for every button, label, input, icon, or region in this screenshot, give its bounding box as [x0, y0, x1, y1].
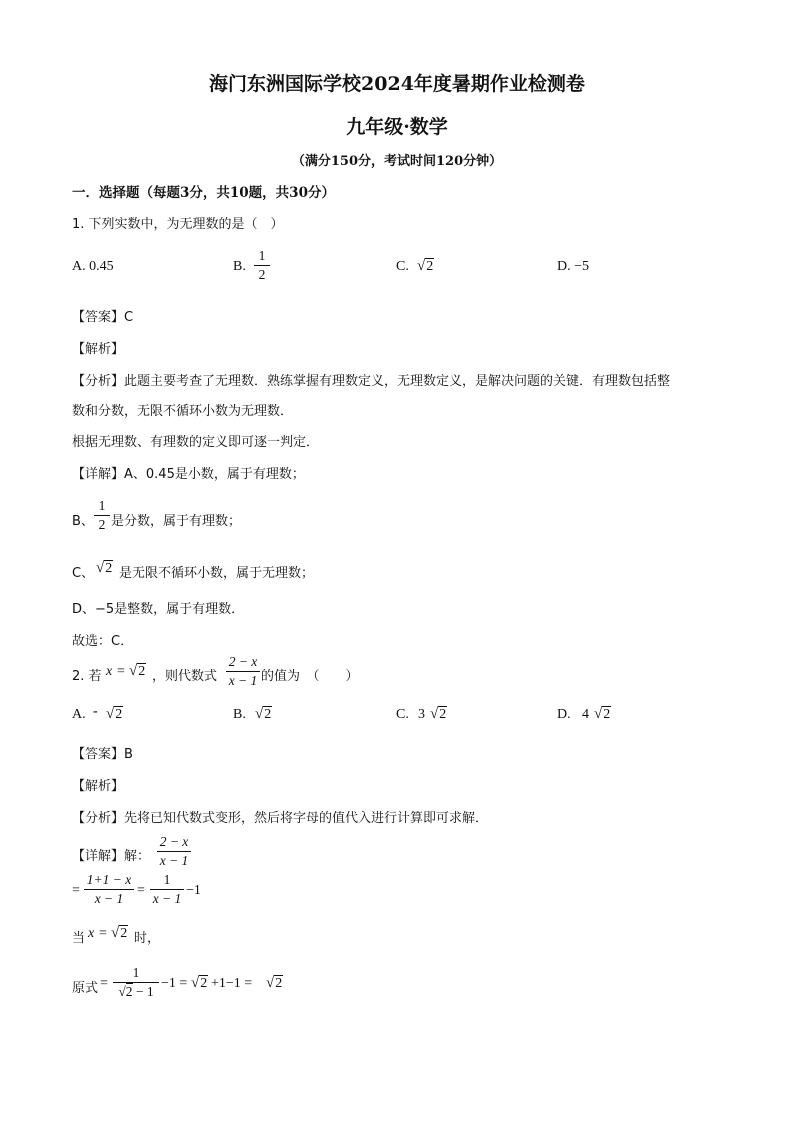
q1-option-b-label: B.	[233, 259, 246, 274]
q2-when-equals: =	[99, 926, 107, 941]
q1-detail-c-prefix: C、	[72, 566, 95, 581]
q1-option-b-fraction: 1 2	[254, 248, 270, 283]
q2-analysis-line: 【分析】先将已知代数式变形，然后将字母的值代入进行计算即可求解．	[72, 811, 489, 826]
q2-detail-head: 【详解】解：	[72, 849, 151, 864]
q1-analysis-head: 【解析】	[72, 342, 125, 357]
q2-when-prefix: 当	[72, 931, 86, 946]
q2-stem-equals: =	[117, 664, 125, 679]
q2-option-d-sqrt: √2	[594, 706, 611, 722]
q2-when-suffix: 时，	[134, 931, 161, 946]
q2-stem-fraction: 2 − x x − 1	[226, 654, 260, 689]
q2-stem-variable: x	[106, 664, 113, 679]
q2-final-sqrt: √2	[191, 975, 208, 991]
q2-option-a-sign: -	[93, 704, 98, 719]
exam-subtitle: 九年级·数学	[346, 116, 448, 138]
q1-detail-b-prefix: B、	[72, 514, 94, 529]
q1-detail-d: D、−5是整数，属于有理数．	[72, 602, 245, 617]
exam-title: 海门东洲国际学校2024年度暑期作业检测卷	[209, 73, 585, 95]
q1-analysis-line: 根据无理数、有理数的定义即可逐一判定．	[72, 435, 320, 450]
q2-option-a-label: A.	[72, 707, 86, 722]
q1-option-d: D. −5	[557, 259, 590, 274]
q1-detail-a: 【详解】A、0.45是小数，属于有理数；	[72, 467, 305, 482]
section-heading: 一．选择题（每题3分，共10题，共30分）	[72, 185, 335, 201]
q2-stem-suffix: 的值为 （ ）	[261, 669, 359, 684]
q2-option-d-label: D.	[557, 707, 571, 722]
q2-option-a-sqrt: √2	[106, 706, 123, 722]
q2-step1-tail: −1	[186, 883, 201, 898]
q2-option-c-label: C.	[396, 707, 409, 722]
q1-detail-c-sqrt: √2	[96, 560, 113, 576]
q1-option-a: A. 0.45	[72, 259, 114, 274]
score-note: （满分150分，考试时间120分钟）	[291, 154, 503, 169]
q2-final-result-sqrt: √2	[266, 975, 283, 991]
q1-stem: 1. 下列实数中，为无理数的是（ ）	[72, 217, 284, 232]
q2-final-equals: =	[100, 976, 108, 991]
q2-step1-equals: =	[72, 883, 80, 898]
q2-step1-fraction-2: 1 x − 1	[150, 872, 184, 907]
q1-option-c-label: C.	[396, 259, 409, 274]
q1-choose: 故选：C．	[72, 634, 134, 649]
q2-stem-mid: ，则代数式	[152, 669, 218, 684]
q1-answer: 【答案】C	[72, 310, 134, 325]
q2-option-d-coef: 4	[582, 707, 589, 722]
q2-analysis-head: 【解析】	[72, 779, 125, 794]
q2-when-variable: x	[88, 926, 95, 941]
q1-option-c-sqrt: √2	[417, 258, 434, 274]
q2-final-tail: −1 =	[161, 976, 188, 991]
q2-final-mid: +1−1 =	[211, 976, 253, 991]
q2-step1-equals-2: =	[137, 883, 145, 898]
q1-detail-b-text: 是分数，属于有理数；	[111, 514, 242, 529]
q2-option-c-sqrt: √2	[430, 706, 447, 722]
q2-final-fraction: 1 √2 − 1	[113, 965, 159, 1000]
q2-answer: 【答案】B	[72, 747, 133, 762]
q2-option-b-label: B.	[233, 707, 246, 722]
q2-detail-fraction: 2 − x x − 1	[157, 834, 191, 869]
q2-step1-fraction: 1+1 − x x − 1	[84, 872, 134, 907]
q2-final-label: 原式	[72, 981, 99, 996]
q2-stem-prefix: 2. 若	[72, 669, 102, 684]
q2-when-sqrt: √2	[111, 925, 128, 941]
q2-stem-sqrt: √2	[129, 663, 146, 679]
q1-analysis-line: 数和分数，无限不循环小数为无理数．	[72, 404, 294, 419]
q2-option-c-coef: 3	[418, 707, 425, 722]
q1-analysis-line: 【分析】此题主要考查了无理数．熟练掌握有理数定义，无理数定义，是解决问题的关键．有理数包括整	[72, 374, 671, 389]
q2-option-b-sqrt: √2	[255, 706, 272, 722]
q1-detail-b-fraction: 1 2	[94, 498, 110, 533]
q1-detail-c-text: 是无限不循环小数，属于无理数；	[119, 566, 315, 581]
